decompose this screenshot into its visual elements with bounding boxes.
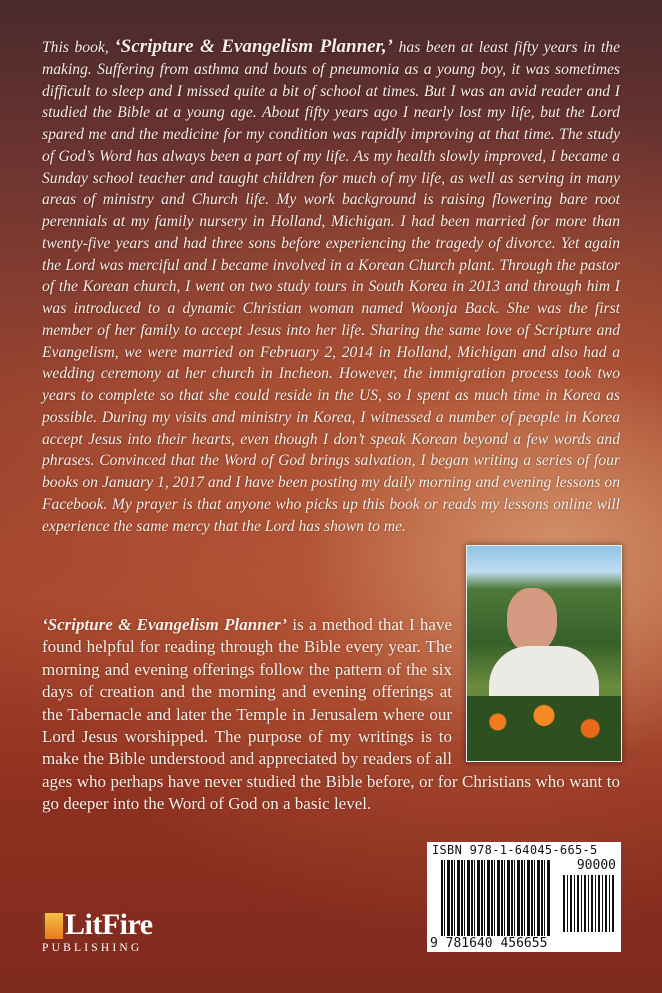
- bio-intro: This book,: [42, 39, 115, 56]
- book-title-2: ‘Scripture & Evangelism Planner’: [42, 615, 288, 634]
- publisher-logo: [42, 908, 153, 954]
- ean-number: 9 781640 456655: [430, 936, 548, 951]
- bio-text: has been at least fifty years in the making. Suffering from asthma and bouts of pneumonia as a young boy, it was sometimes difficult to sleep and I missed quite a bit of school at times. But I was an avid reader and I studied the Bible at a young age. About fifty years ago I nearly lost my life, but the Lord spared me and the medicine for my condition was rapidly improving at that time. The study of God’s Word has always been a part of my life. As my health slowly improved, I became a Sunday school teacher and taught children for much of my life, as well as serving in many areas of ministry and Church life. My work background is raising flowering bare root perennials at my family nursery in Holland, Michigan. I had been married for more than twenty-five years and had three sons before experiencing the tragedy of divorce. Yet again the Lord was merciful and I became involved in a Korean Church plant. Through the pastor of the Korean church, I went on two study tours in South Korea in 2013 and through him I was introduced to a dynamic Christian woman named Woonja Back. She was the first member of her family to accept Jesus into her life. Sharing the same love of Scripture and Evangelism, we were married on February 2, 2014 in Holland, Michigan and also had a wedding ceremony at her church in Incheon. However, the immigration process took two years to complete so that she could reside in the US, so I spent as much time in Korea as possible. During my visits and ministry in Korea, I witnessed a number of people in Korea accept Jesus into their hearts, even though I don’t speak Korean beyond a few words and phrases. Convinced that the Word of God brings salvation, I began writing a series of four books on January 1, 2017 and I have been posting my daily morning and evening lessons on Facebook. My prayer is that anyone who picks up this book or reads my lessons online will experience the same mercy that the Lord has shown to me.: [42, 39, 620, 535]
- publisher-name: LitFire: [65, 908, 153, 941]
- book-flame-icon: [42, 913, 63, 939]
- price-barcode-bars: [563, 875, 615, 932]
- description-text: is a method that I have found helpful for reading through the Bible every year. The morning and evening offerings follow the pattern of the six days of creation and the morning and evening offerings at the Tabernacle and later the Temple in Jerusalem where our Lord Jesus worshipped. The purpose of my writings is to make the Bible understood and appreciated by readers of all ages who perhaps have never studied the Bible before, or for Christians who want to go deeper into the Word of God on a basic level.: [42, 615, 620, 814]
- publisher-tagline: PUBLISHING: [42, 942, 143, 954]
- barcode-bars: [441, 860, 551, 936]
- book-title: ‘Scripture & Evangelism Planner,’: [114, 36, 393, 57]
- isbn-text: ISBN 978-1-64045-665-5: [432, 843, 598, 857]
- price-code: 90000: [576, 858, 616, 873]
- book-description: [42, 614, 620, 816]
- isbn-barcode: [427, 842, 621, 952]
- author-bio: [42, 36, 620, 537]
